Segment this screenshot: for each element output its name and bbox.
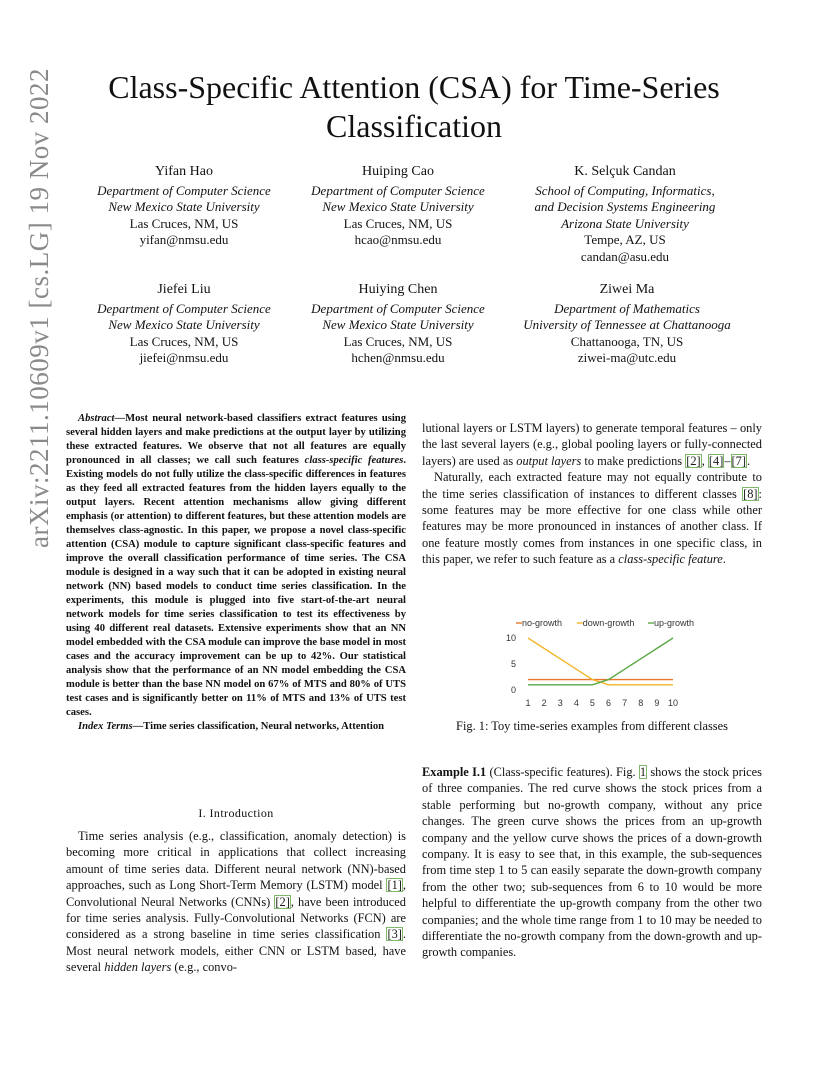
author-email: jiefei@nmsu.edu (139, 350, 229, 366)
abstract (66, 412, 406, 734)
abstract-label: Abstract (78, 413, 115, 424)
author-department: School of Computing, Informatics, (535, 182, 715, 198)
author-block (296, 282, 500, 367)
legend-label: up-growth (654, 618, 695, 628)
citation-link[interactable]: [8] (743, 486, 758, 501)
author-university: Arizona State University (561, 215, 689, 231)
author-email: candan@asu.edu (580, 248, 670, 264)
author-block (72, 164, 296, 249)
abstract-emphasis: class-specific features (304, 455, 404, 466)
author-department: Department of Computer Science (97, 182, 271, 198)
author-department: Department of Mathematics (554, 300, 700, 316)
author-block (510, 282, 744, 367)
author-department: Department of Computer Science (311, 182, 485, 198)
example-label: Example I.1 (422, 765, 487, 779)
author-email: hchen@nmsu.edu (351, 350, 445, 366)
author-department: Department of Computer Science (97, 300, 271, 316)
index-terms: —Time series classification, Neural networks, Attention (132, 721, 385, 732)
author-location: Las Cruces, NM, US (129, 215, 239, 231)
y-tick-label: 0 (510, 685, 516, 695)
author-location: Las Cruces, NM, US (343, 333, 453, 349)
x-tick-label: 5 (589, 698, 595, 708)
intro-paragraph: Time series analysis (e.g., classification, anomaly detection) is becoming more critical in applications that collect increasing amount of time series data. Different neural network (NN)-based approaches, such as Long Short-Term Memory (LSTM) model [1], Convolutional Neural Networks (CNNs) [2], have been introduced for time series analysis. Fully-Convolutional Networks (FCN) are considered as a strong baseline in time series classification [3]. Most neural network models, either CNN or LSTM based, have several hidden layers (e.g., convo- (66, 829, 406, 975)
author-name: Jiefei Liu (157, 282, 211, 297)
x-tick-label: 6 (606, 698, 612, 708)
author-location: Las Cruces, NM, US (129, 333, 239, 349)
example-paragraph: Example I.1 (Class-specific features). Fig. 1 shows the stock prices of three companies. The red curve shows the stock prices from a stable performing but no-growth company, without any price changes. The green curve shows the prices from an up-growth company and the yellow curve shows the prices of a down-growth company. It is easy to see that, in this example, the sub-sequences from time step 1 to 5 can easily separate the down-growth company from the other two; sub-sequences from 6 to 10 would be more helpful to differentiate the up-growth company from the other two companies; and the whole time range from 1 to 10 may be needed to differentiate the no-growth company from the down-growth and up-growth companies. (422, 765, 762, 960)
x-tick-label: 1 (525, 698, 531, 708)
citation-link[interactable]: [4] (708, 453, 724, 468)
figure-link[interactable]: 1 (639, 765, 647, 779)
author-university: New Mexico State University (322, 317, 474, 333)
y-tick-label: 10 (505, 633, 516, 643)
legend-label: no-growth (522, 618, 563, 628)
series-line-up-growth (528, 638, 673, 685)
author-university: New Mexico State University (108, 317, 260, 333)
citation-link[interactable]: [3] (387, 927, 402, 942)
citation-link[interactable]: [7] (731, 453, 746, 468)
author-email: hcao@nmsu.edu (354, 232, 442, 248)
series-line-down-growth (528, 638, 673, 685)
paper-title: Class-Specific Attention (CSA) for Time-Series Classification (108, 69, 720, 144)
author-university: University of Tennessee at Chattanooga (523, 317, 731, 333)
figure-caption: Fig. 1: Toy time-series examples from different classes (456, 719, 728, 733)
citation-link[interactable]: [2] (686, 453, 701, 468)
x-tick-label: 7 (622, 698, 628, 708)
author-location: Tempe, AZ, US (584, 232, 666, 248)
author-department-line2: and Decision Systems Engineering (534, 199, 716, 215)
author-name: Huiping Cao (362, 164, 434, 179)
author-name: K. Selçuk Candan (574, 164, 676, 179)
author-block (296, 164, 500, 249)
legend-label: down-growth (582, 618, 635, 628)
x-tick-label: 9 (654, 698, 660, 708)
x-tick-label: 3 (557, 698, 563, 708)
author-block (72, 282, 296, 367)
intro-continued: lutional layers or LSTM layers) to generate temporal features – only the last several layers (e.g., global pooling layers or fully-connected layers) are used as output layers to make predictions [2], [4]–[7]. Naturally, each extracted feature may not equally contribute to the time series classification of instances to different classes [8]: some features may be more effective for one class while other features may be more pronounced in instances of another class. If one feature mostly comes from instances in one specific class, in this paper, we refer to such feature as a class-specific feature. (422, 421, 762, 567)
author-name: Yifan Hao (155, 164, 213, 179)
author-name: Huiying Chen (358, 282, 438, 297)
author-email: yifan@nmsu.edu (139, 232, 229, 248)
abstract-text: . Existing models do not fully utilize the class-specific differences in features as they feed all extracted features from the hidden layers equally to the output layers. Recent attention mechanisms allow giving different emphasis (or attention) to different features, but these attention models are themselves class-agnostic. In this paper, we propose a novel class-specific attention (CSA) module to capture significant class-specific features and improve the overall classification performance of time series. The CSA module is designed in a way such that it can be adopted in existing neural network (NN) based models to conduct time series classification. In the experiments, this module is plugged into five start-of-the-art neural network models for time series classification to test its effectiveness by using 40 different real datasets. Extensive experiments show that an NN model embedded with the CSA module can improve the base model in most cases and the accuracy improvement can be up to 42%. Our statistical analysis show that the performance of an NN model embedding the CSA module is better than the base NN model on 67% of MTS and 80% of UTS test cases and is significantly better on 11% of MTS and 13% of UTS test cases. (66, 455, 406, 718)
x-tick-label: 10 (667, 698, 679, 708)
y-tick-label: 5 (510, 659, 516, 669)
arxiv-identifier: arXiv:2211.10609v1 [cs.LG] 19 Nov 2022 (24, 68, 54, 548)
author-block (510, 164, 740, 266)
author-email: ziwei-ma@utc.edu (577, 350, 677, 366)
author-university: New Mexico State University (108, 199, 260, 215)
line-chart (498, 612, 698, 714)
x-tick-label: 2 (541, 698, 547, 708)
index-terms-label: Index Terms (78, 721, 133, 732)
citation-link[interactable]: [2] (275, 894, 290, 909)
section-heading: I. Introduction (198, 806, 274, 820)
author-name: Ziwei Ma (599, 282, 655, 297)
abstract-text: —Most neural network-based classifiers extract features using several hidden layers and make predictions at the output layer by utilizing these extracted features. We observe that not all features are equally pronounced in all classes; we call such features (66, 413, 406, 466)
author-location: Chattanooga, TN, US (570, 333, 684, 349)
x-tick-label: 4 (573, 698, 579, 708)
author-department: Department of Computer Science (311, 300, 485, 316)
x-tick-label: 8 (638, 698, 644, 708)
author-location: Las Cruces, NM, US (343, 215, 453, 231)
citation-link[interactable]: [1] (387, 878, 402, 893)
author-university: New Mexico State University (322, 199, 474, 215)
